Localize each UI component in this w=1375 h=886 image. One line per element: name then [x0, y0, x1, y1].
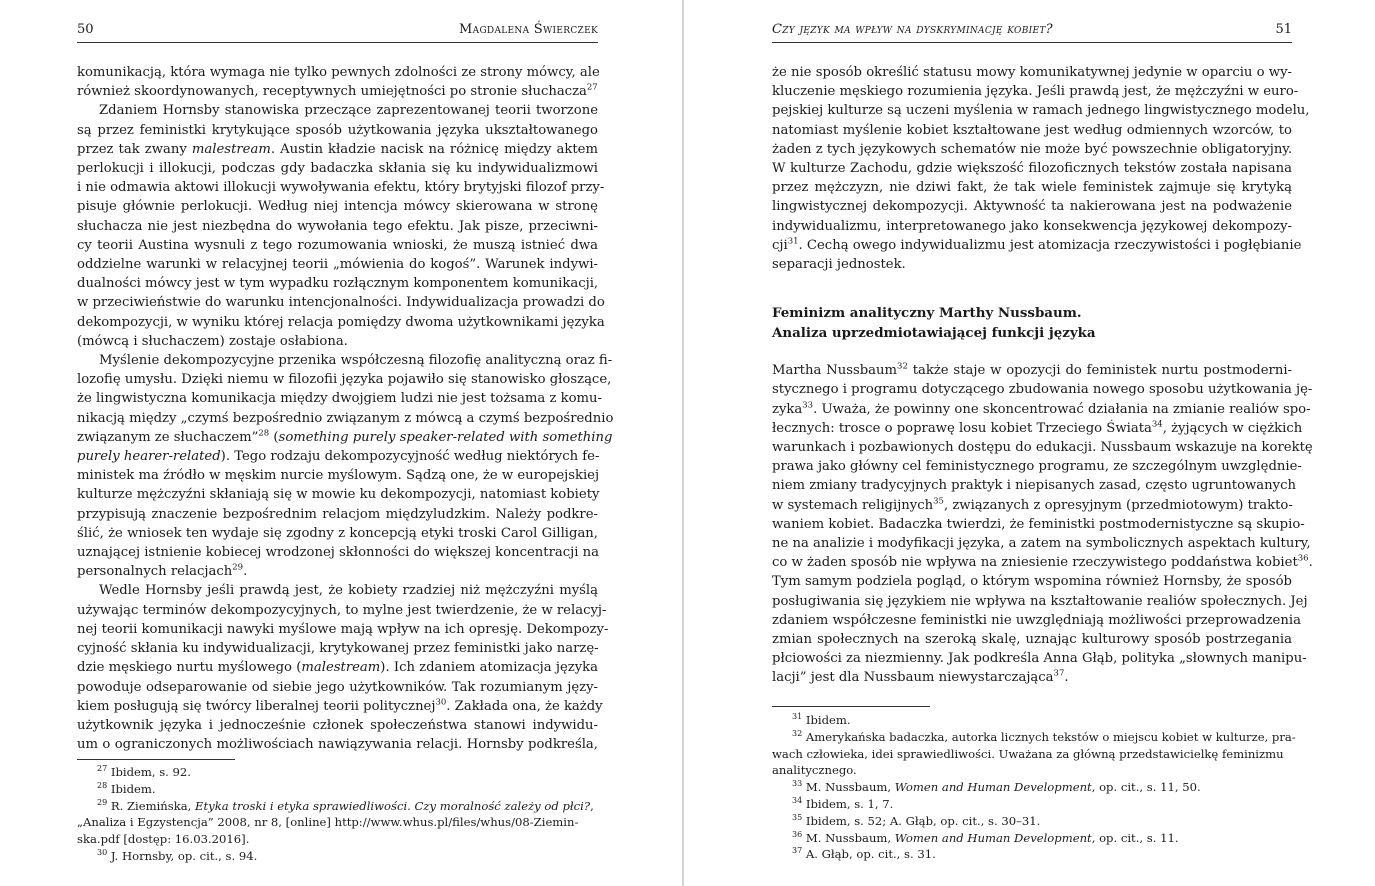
- footnote-ref: 30: [435, 697, 447, 708]
- page-gutter: [682, 0, 684, 886]
- text-line: i nie odmawia aktowi illokucji wywoływania efektu, który brytyjski filozof przy-: [77, 180, 605, 196]
- text-line: purely hearer-related). Tego rodzaju dekompozycyjność według niektórych fe-: [77, 449, 600, 465]
- footnote: $^{27}$ Ibidem, s. 92.: [97, 764, 191, 779]
- text-line: łecznych: trosce o poprawę losu kobiet Trzeciego Świata$^{34}$, żyjących w ciężkich: [772, 419, 1303, 436]
- text-line: posługiwania się językiem nie wpływa na kształtowanie realiów społecznych. Jej: [772, 593, 1308, 609]
- text-line: dualności mówcy jest w tym wypadku rozłącznym komponentem komunikacji,: [77, 276, 599, 292]
- text-line: kulturze mężczyźni skłaniają się w mowie ku dekompozycji, natomiast kobiety: [77, 487, 600, 503]
- text-line: (mówcą i słuchaczem) zostaje osłabiona.: [77, 333, 348, 349]
- text-line: W kulturze Zachodu, gdzie większość filozoficznych tekstów została napisana: [772, 161, 1292, 177]
- footnote-continuation: „Analiza i Egzystencja” 2008, nr 8, [online] http://www.whus.pl/files/whus/08-Ziemin-: [77, 815, 579, 830]
- text-line: pejskiej kulturze są uczeni myślenia w ramach jednego lingwistycznego modelu,: [772, 103, 1310, 119]
- text-line: w systemach religijnych$^{35}$, związanych z opresyjnym (przedmiotowym) trakto-: [772, 496, 1293, 513]
- right-body-text: [772, 63, 1313, 688]
- text-line: Martha Nussbaum$^{32}$ także staje w opozycji do feministek nurtu postmoderni-: [772, 361, 1292, 379]
- text-line: nikacją między „czymś bezpośrednio związanym z mówcą a czymś bezpośrednio: [77, 410, 614, 426]
- footnote-continuation: analitycznego.: [772, 763, 857, 778]
- footnote: $^{32}$ Amerykańska badaczka, autorka licznych tekstów o miejscu kobiet w kulturze, pra-: [792, 728, 1296, 744]
- right-footnotes: [772, 712, 1296, 863]
- footnote-ref: 29: [232, 562, 244, 573]
- footnote: $^{34}$ Ibidem, s. 1, 7.: [792, 796, 894, 811]
- text-line: personalnych relacjach$^{29}$.: [77, 562, 248, 580]
- text-line: użytkownik języka i jednocześnie członek społeczeństwa stanowi indywidu-: [77, 717, 598, 733]
- text-line: dzie męskiego nurtu myślowego (malestream). Ich zdaniem atomizacja języka: [77, 660, 598, 676]
- footnote: $^{30}$ J. Hornsby, op. cit., s. 94.: [97, 848, 258, 863]
- text-line: nej teorii komunikacji nawyki myślowe mają wpływ na ich opresję. Dekompozy-: [77, 621, 609, 637]
- text-line: żaden z tych językowych schematów nie może być powszechnie obligatoryjny.: [772, 141, 1293, 157]
- text-line: co w żaden sposób nie wpływa na zniesienie rzeczywistego poddaństwa kobiet$^{36}$.: [772, 553, 1313, 571]
- text-line: Myślenie dekompozycyjne przenika współczesną filozofię analityczną oraz fi-: [99, 353, 613, 369]
- text-line: perlokucji i illokucji, podczas gdy badaczka skłania się ku indywidualizmowi: [77, 161, 598, 177]
- footnote-continuation: ska.pdf [dostęp: 16.03.2016].: [77, 832, 250, 847]
- text-line: zyka$^{33}$. Uważa, że powinny one skoncentrować działania na zmianie realiów spo-: [772, 400, 1311, 417]
- footnote: $^{37}$ A. Głąb, op. cit., s. 31.: [792, 846, 936, 862]
- text-line: płciowości za niezmienny. Jak podkreśla Anna Głąb, polityka „słownych manipu-: [772, 651, 1307, 667]
- text-line: również skoordynowanych, receptywnych umiejętności po stronie słuchacza$^{27}$: [77, 82, 598, 100]
- text-line: Tym samym podziela pogląd, o którym wspomina również Hornsby, że sposób: [772, 574, 1292, 590]
- left-body-text: [77, 63, 614, 754]
- footnote-ref: 35: [933, 496, 944, 507]
- text-line: warunkach i pozbawionych dostępu do edukacji. Nussbaum wskazuje na korektę: [772, 440, 1313, 456]
- left-page-header: [77, 20, 598, 43]
- text-line: ministek ma źródło w męskim nurcie myślowym. Sądzą one, że w europejskiej: [77, 468, 600, 484]
- text-line: uznającej istnienie kobiecej wrodzonej skłonności do większej koncentracji na: [77, 545, 599, 561]
- text-line: separacji jednostek.: [772, 257, 906, 273]
- text-line: zmian społecznych na szeroką skalę, uznając kulturowy sposób postrzegania: [772, 632, 1292, 648]
- footnote-ref: 28: [258, 428, 270, 439]
- running-head-title: Czy język ma wpływ na dyskryminację kobiet?: [772, 22, 1053, 37]
- text-line: um o ograniczonych możliwościach nawiązywania relacji. Hornsby podkreśla,: [77, 737, 598, 753]
- footnote-ref: 33: [802, 400, 814, 411]
- text-line: natomiast myślenie kobiet kształtowane jest według odmiennych wzorców, to: [772, 122, 1292, 138]
- footnote-ref: 31: [787, 236, 799, 247]
- text-line: ślić, że wniosek ten wydaje się zgodny z koncepcją etyki troski Carol Gilligan,: [77, 525, 598, 541]
- footnote-rule: [77, 759, 235, 760]
- footnote: $^{33}$ M. Nussbaum, Women and Human Development, op. cit., s. 11, 50.: [792, 779, 1201, 795]
- text-line: Wedle Hornsby jeśli prawdą jest, że kobiety rzadziej niż mężczyźni myślą: [99, 583, 598, 599]
- section-heading: Feminizm analityczny Marthy Nussbaum. Analiza uprzedmiotawiającej funkcji języka: [772, 305, 1096, 341]
- footnote: $^{36}$ M. Nussbaum, Women and Human Development, op. cit., s. 11.: [792, 829, 1179, 845]
- left-page: [0, 0, 682, 886]
- text-line: używając terminów dekompozycyjnych, to mylne jest twierdzenie, że w relacyj-: [77, 602, 607, 618]
- footnote-ref: 36: [1297, 553, 1309, 564]
- footnote: $^{28}$ Ibidem.: [97, 780, 156, 796]
- text-line: komunikacją, która wymaga nie tylko pewnych zdolności ze strony mówcy, ale: [77, 65, 600, 80]
- text-line: w przeciwieństwie do warunku intencjonalności. Indywidualizacja prowadzi do: [77, 295, 605, 311]
- text-line: że lingwistyczna komunikacja między dwojgiem ludzi nie jest tożsama z komu-: [77, 391, 602, 407]
- text-line: Zdaniem Hornsby stanowiska przeczące zaprezentowanej teorii tworzone: [99, 103, 598, 119]
- text-line: kiem posługują się twórcy liberalnej teorii politycznej$^{30}$. Zakłada ona, że każdy: [77, 697, 603, 714]
- text-line: słuchacza nie jest niezbędna do wywołania tego efektu. Jak pisze, przeciwni-: [77, 218, 598, 234]
- text-line: niem zmiany tradycyjnych praktyk i niepisanych zasad, często ugruntowanych: [772, 478, 1296, 494]
- text-line: przez tak zwany malestream. Austin kładzie nacisk na różnicę między aktem: [77, 141, 598, 157]
- text-line: lozofię umysłu. Dzięki niemu w filozofii języka pojawiło się stanowisko głoszące,: [77, 372, 612, 388]
- text-line: cji$^{31}$. Cechą owego indywidualizmu jest atomizacja rzeczywistości i pogłębianie: [772, 236, 1302, 253]
- text-line: powoduje odseparowanie od siebie jego użytkowników. Tak rozumianym języ-: [77, 679, 598, 695]
- footnote-ref: 37: [1053, 669, 1065, 680]
- text-line: stycznego i programu dotyczącego zbudowania nowego sposobu użytkowania ję-: [772, 382, 1313, 398]
- footnote: $^{35}$ Ibidem, s. 52; A. Głąb, op. cit., s. 30–31.: [792, 812, 1041, 828]
- page-number: 50: [77, 22, 94, 37]
- text-line: że nie sposób określić statusu mowy komunikatywnej jedynie w oparciu o wy-: [772, 65, 1292, 80]
- footnote-rule: [772, 706, 930, 707]
- text-line: waniem kobiet. Badaczka twierdzi, że feministki postmodernistyczne są skupio-: [772, 516, 1305, 532]
- text-line: cyjność skłania ku indywidualizacji, krytykowanej przez feministki jako narzę-: [77, 641, 599, 657]
- right-page: [686, 0, 1375, 886]
- text-line: są przez feministki krytykujące sposób użytkowania języka ukształtowanego: [77, 122, 598, 138]
- footnote-ref: 27: [586, 82, 598, 93]
- text-line: lingwistycznej dekompozycji. Aktywność ta nakierowana jest na podważenie: [772, 199, 1292, 215]
- text-line: pisuje głównie perlokucji. Według niej intencja mówcy skierowana w stronę: [77, 199, 598, 215]
- text-line: prawa jako główny cel feministycznego programu, ze szczególnym uwzględnie-: [772, 459, 1302, 475]
- text-line: przypisują znaczenie bezpośrednim relacjom międzyludzkim. Należy podkre-: [77, 506, 598, 522]
- text-line: cy teorii Austina wysnuli z tego rozumowania wnioski, że muszą istnieć dwa: [77, 237, 598, 253]
- running-head-author: Magdalena Świerczek: [459, 22, 598, 37]
- text-line: związanym ze słuchaczem”$^{28}$ (something purely speaker-related with something: [77, 428, 613, 445]
- text-line: kluczenie męskiego rozumienia języka. Jeśli prawdą jest, że mężczyźni w euro-: [772, 84, 1299, 100]
- text-line: indywidualizmu, interpretowanego jako konsekwencja językowej dekompozy-: [772, 218, 1292, 234]
- footnote: $^{31}$ Ibidem.: [792, 712, 851, 727]
- footnote-ref: 34: [1151, 419, 1163, 430]
- footnote-continuation: wach człowieka, idei sprawiedliwości. Uważana za główną przedstawicielkę feminizmu: [772, 746, 1284, 761]
- text-line: przez mężczyzn, nie dziwi fakt, że tak wiele feministek zajmuje się krytyką: [772, 180, 1292, 196]
- footnote-ref: 32: [897, 361, 908, 372]
- text-line: oddzielne warunki w relacyjnej teorii „mówienia do kogoś”. Warunek indywi-: [77, 257, 598, 273]
- page-number: 51: [1275, 22, 1292, 37]
- right-page-header: [772, 20, 1292, 43]
- text-line: lacji” jest dla Nussbaum niewystarczająca$^{37}$.: [772, 669, 1069, 686]
- text-line: dekompozycji, w wyniku której relacja pomiędzy dwoma użytkownikami języka: [77, 314, 605, 330]
- text-line: zdaniem współczesne feministki nie uwzględniają możliwości przeprowadzenia: [772, 612, 1301, 628]
- left-footnotes: [77, 764, 598, 865]
- text-line: ne na analizie i modyfikacji języka, a zatem na symbolicznych aspektach kultury,: [772, 536, 1311, 552]
- footnote: $^{29}$ R. Ziemińska, Etyka troski i etyka sprawiedliwości. Czy moralność zależy od płci?,: [97, 797, 594, 813]
